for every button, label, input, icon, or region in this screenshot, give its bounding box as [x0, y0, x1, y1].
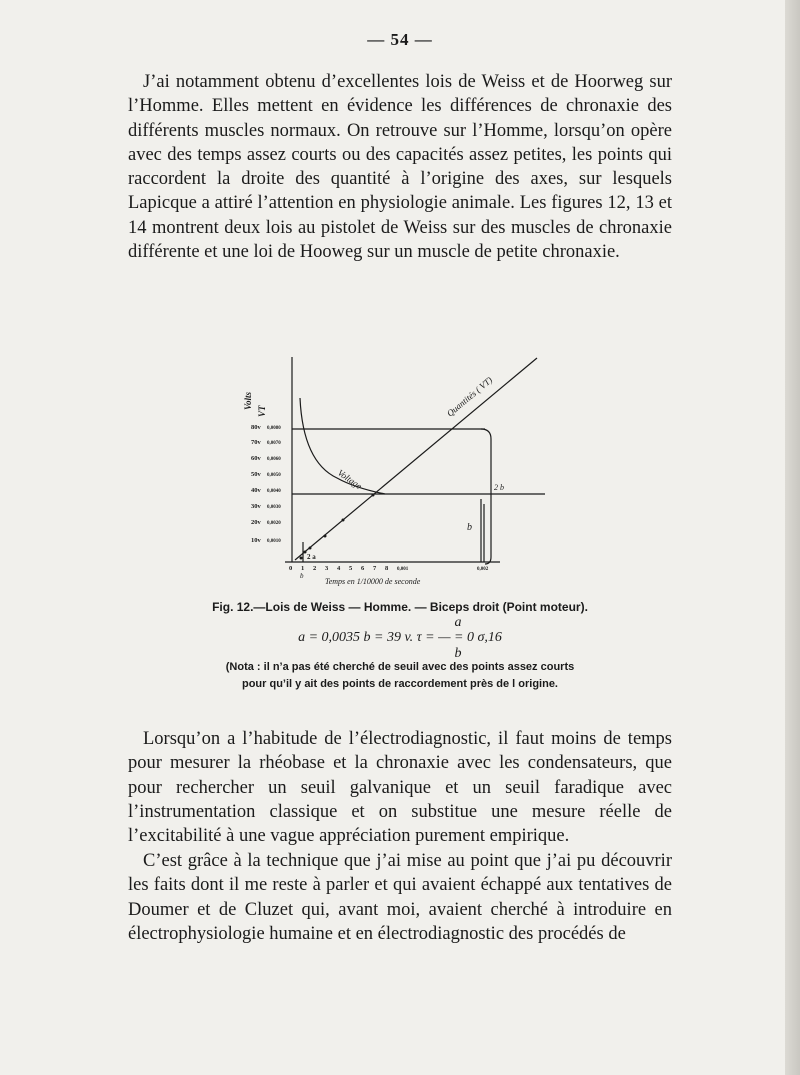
label-b: b	[467, 522, 472, 533]
data-point	[300, 557, 303, 560]
vt-tick: 0,0070	[267, 441, 281, 446]
x-tick: 5	[349, 565, 353, 572]
vt-tick: 0,0050	[267, 473, 281, 478]
x-axis-label: Temps en 1/10000 de seconde	[325, 577, 421, 586]
volt-tick: 60v	[251, 455, 261, 462]
volt-tick: 50v	[251, 471, 261, 478]
formula-main: a = 0,0035 b = 39 v. τ = — = 0 σ,16	[298, 630, 502, 645]
volt-tick: 80v	[251, 424, 261, 431]
figure-note-line-1: (Nota : il n’a pas été cherché de seuil avec des points assez courts	[225, 661, 575, 673]
vt-tick: 0,0040	[267, 489, 281, 494]
volt-tick: 20v	[251, 519, 261, 526]
voltage-label: Voltage	[335, 467, 364, 492]
label-2a: 2 a	[307, 553, 316, 561]
vt-tick: 0,0020	[267, 521, 281, 526]
data-point	[342, 519, 345, 522]
paragraph-3: C’est grâce à la technique que j’ai mise au point que j’ai pu découvrir les faits dont il me reste à parler et qui avaient échappé aux tentatives de Doumer et de Cluzet qui, avant moi, avaient cherché à introduire en électrophysiologie humaine et en électrodiagnostic des procédés de	[128, 851, 672, 944]
label-2b: 2 b	[494, 483, 504, 492]
formula-numerator: a	[454, 615, 462, 630]
figure-caption-title: Fig. 12.—Lois de Weiss — Homme. — Biceps droit (Point moteur).	[212, 600, 588, 614]
paragraph-2: Lorsqu’on a l’habitude de l’électrodiagnostic, il faut moins de temps pour mesurer la rhéobase et la chronaxie avec les condensateurs, que pour rechercher un seuil galvanique et un seuil faradique avec l’instrumentation classique et on substitue une mesure réelle de l’excitabilité à une vague appréciation purement empirique.	[128, 729, 672, 847]
x-tick: 0	[289, 565, 293, 572]
page-edge-shadow	[785, 0, 800, 1075]
volt-tick: 30v	[251, 503, 261, 510]
x-tick: 7	[373, 565, 377, 572]
vt-tick: 0,0030	[267, 505, 281, 510]
quantities-line	[295, 358, 537, 560]
figure-12-graph	[245, 352, 555, 592]
x-tick: 6	[361, 565, 365, 572]
x-tick: 4	[337, 565, 341, 572]
x-tick: 3	[325, 565, 329, 572]
figure-note-line-2: pour qu’il y ait des points de raccordement près de l origine.	[241, 678, 558, 690]
vt-tick: 0,0060	[267, 457, 281, 462]
paragraph-1: J’ai notamment obtenu d’excellentes lois de Weiss et de Hoorweg sur l’Homme. Elles mettent en évidence les différences de chronaxie des différents muscles normaux. On retrouve sur l’Homme, lorsqu’on opère avec des temps assez courts ou des capacités assez petites, les points qui raccordent la droite des quantité à l’origine des axes, sur lesquels Lapicque a attiré l’attention en physiologie animale. Les figures 12, 13 et 14 montrent deux lois au pistolet de Weiss sur des muscles de chronaxie différente et une loi de Hooweg sur un muscle de petite chronaxie.	[128, 72, 672, 263]
vt-tick: 0,0010	[267, 539, 281, 544]
formula-denominator: b	[454, 646, 462, 661]
x-tick: 2	[313, 565, 317, 572]
x-tick: 0,002	[477, 567, 489, 572]
volt-tick: 10v	[251, 537, 261, 544]
x-tick: 0,001	[397, 567, 409, 572]
bracket-right	[481, 429, 491, 564]
y-label-vt: VT	[257, 405, 267, 417]
page-number: — 54 —	[367, 30, 433, 49]
quantities-label: Quantités ( VT)	[444, 374, 495, 419]
vt-tick: 0,0080	[267, 426, 281, 431]
data-point	[324, 535, 327, 538]
label-b-small: b	[300, 572, 304, 580]
x-tick: 1	[301, 565, 305, 572]
y-label-volts: Volts	[243, 391, 253, 410]
volt-tick: 40v	[251, 487, 261, 494]
data-point	[309, 547, 312, 550]
data-point	[372, 494, 375, 497]
x-tick: 8	[385, 565, 389, 572]
volt-tick: 70v	[251, 439, 261, 446]
